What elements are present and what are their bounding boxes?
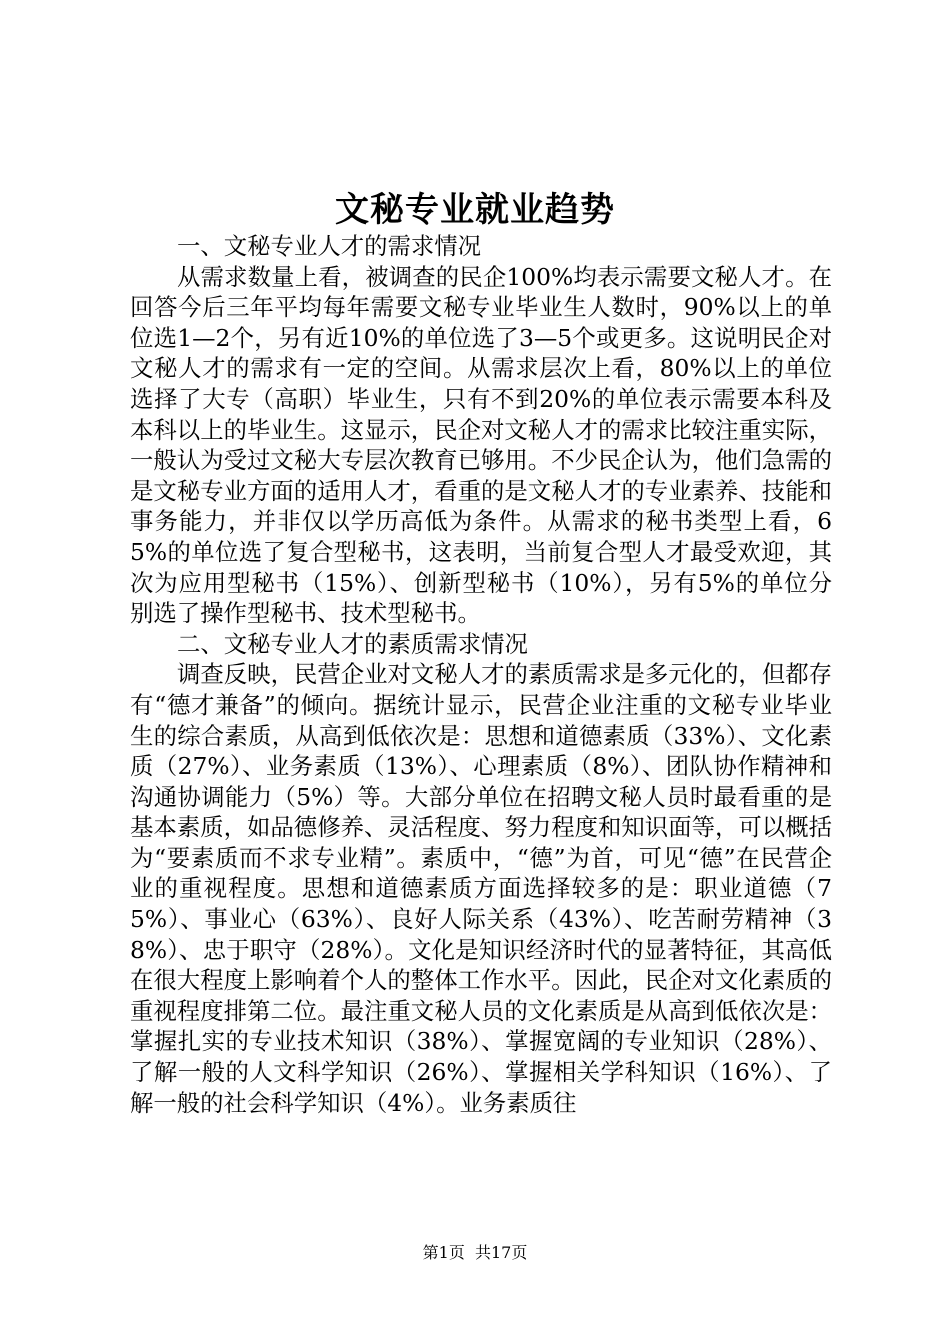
page-footer: 第1页 共17页 <box>422 1243 528 1262</box>
document-body <box>130 231 832 1118</box>
section-heading-1: 一、文秘专业人才的需求情况 <box>177 232 482 260</box>
section-heading-2: 二、文秘专业人才的素质需求情况 <box>177 629 528 658</box>
section-1-paragraph: 从需求数量上看，被调查的民企100%均表示需要文秘人才。在回答今后三年平均每年需要文秘专业毕业生人数时，90%以上的单位选1—2个，另有近10%的单位选了3—5个或更多。这说明民企对文秘人才的需求有一定的空间。从需求层次上看，80%以上的单位选择了大专（高职）毕业生，只有不到20%的单位表示需要本科及本科以上的毕业生。这显示，民企对文秘人才的需求比较注重实际，一般认为受过文秘大专层次教育已够用。不少民企认为，他们急需的是文秘专业方面的适用人才，看重的是文秘人才的专业素养、技能和事务能力，并非仅以学历高低为条件。从需求的秘书类型上看，65%的单位选了复合型秘书，这表明，当前复合型人才最受欢迎，其次为应用型秘书（15%）、创新型秘书（10%），另有5%的单位分别选了操作型秘书、技术型秘书。 <box>130 262 832 628</box>
document-title: 文秘专业就业趋势 <box>335 190 615 230</box>
section-2-paragraph: 调查反映，民营企业对文秘人才的素质需求是多元化的，但都存有“德才兼备”的倾向。据统计显示，民营企业注重的文秘专业毕业生的综合素质，从高到低依次是：思想和道德素质（33%）、文化素质（27%）、业务素质（13%）、心理素质（8%）、团队协作精神和沟通协调能力（5%）等。大部分单位在招聘文秘人员时最看重的是基本素质，如品德修养、灵活程度、努力程度和知识面等，可以概括为“要素质而不求专业精”。素质中，“德”为首，可见“德”在民营企业的重视程度。思想和道德素质方面选择较多的是：职业道德（75%）、事业心（63%）、良好人际关系（43%）、吃苦耐劳精神（38%）、忠于职守（28%）。文化是知识经济时代的显著特征，其高低在很大程度上影响着个人的整体工作水平。因此，民企对文化素质的重视程度排第二位。最注重文秘人员的文化素质是从高到低依次是：掌握扎实的专业技术知识（38%）、掌握宽阔的专业知识（28%）、了解一般的人文科学知识（26%）、掌握相关学科知识（16%）、了解一般的社会科学知识（4%）。业务素质往 <box>130 660 832 1117</box>
